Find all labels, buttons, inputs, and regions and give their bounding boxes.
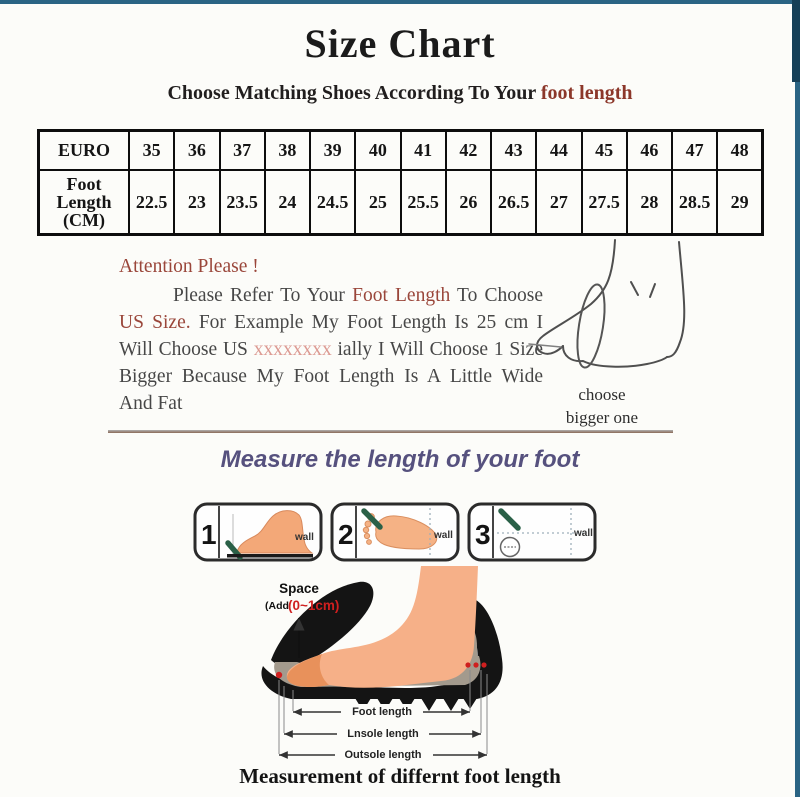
foot-length-row-label: Foot Length (CM) xyxy=(39,170,130,235)
size-table xyxy=(37,129,764,236)
page-title: Size Chart xyxy=(304,21,496,66)
attention-line: Please Refer To Your Foot Length To Choose xyxy=(173,285,544,306)
wall-label: wall xyxy=(295,532,314,543)
euro-size-cell: 39 xyxy=(310,131,355,171)
euro-row-label: EURO xyxy=(39,131,130,171)
foot-length-cell: 27 xyxy=(536,170,581,235)
heel-marker-dot xyxy=(473,662,478,667)
euro-size-cell: 41 xyxy=(401,131,446,171)
attention-line: Bigger Because My Foot Length Is A Little Wide xyxy=(119,366,543,387)
foot-measure-sketch-icon xyxy=(527,236,732,381)
foot-length-cell: 24.5 xyxy=(310,170,355,235)
euro-size-cell: 44 xyxy=(536,131,581,171)
foot-length-cell: 25 xyxy=(355,170,400,235)
step2-number: 2 xyxy=(338,519,354,550)
step2-panel xyxy=(330,502,460,562)
subtitle-highlight: foot length xyxy=(540,82,633,104)
foot-length-label: Foot length xyxy=(352,706,412,718)
measure-section-heading: Measure the length of your foot xyxy=(220,446,580,473)
right-frame-line xyxy=(795,0,800,797)
heel-marker-dot xyxy=(481,662,486,667)
foot-length-cell: 26 xyxy=(446,170,491,235)
step3-number: 3 xyxy=(475,519,491,550)
foot-length-cell: 26.5 xyxy=(491,170,536,235)
euro-size-cell: 45 xyxy=(582,131,627,171)
euro-size-cell: 48 xyxy=(717,131,762,171)
foot-length-cell: 25.5 xyxy=(401,170,446,235)
toe-marker-dot xyxy=(276,672,282,678)
euro-size-cell: 40 xyxy=(355,131,400,171)
step3-panel xyxy=(467,502,597,562)
top-frame-line xyxy=(0,0,800,4)
foot-length-cell: 28 xyxy=(627,170,672,235)
subtitle-text: Choose Matching Shoes According To Your xyxy=(167,82,541,104)
step1-panel xyxy=(193,502,323,562)
sketch-caption: choose bigger one xyxy=(565,385,639,427)
insole-length-label: Lnsole length xyxy=(347,728,419,740)
euro-size-cell: 42 xyxy=(446,131,491,171)
step1-number: 1 xyxy=(201,519,217,550)
attention-heading: Attention Please ! xyxy=(119,256,259,277)
foot-length-row xyxy=(39,170,763,235)
wall-label: wall xyxy=(434,530,453,541)
euro-size-cell: 47 xyxy=(672,131,717,171)
foot-length-cell: 28.5 xyxy=(672,170,717,235)
wall-label: wall xyxy=(574,528,593,539)
section-divider xyxy=(108,430,673,433)
foot-length-cell: 23 xyxy=(174,170,219,235)
euro-size-cell: 36 xyxy=(174,131,219,171)
foot-length-cell: 27.5 xyxy=(582,170,627,235)
foot-length-cell: 22.5 xyxy=(129,170,174,235)
attention-line: US Size. For Example My Foot Length Is 25 cm I xyxy=(119,312,543,333)
attention-line: And Fat xyxy=(119,393,183,414)
space-range-label: (0~1cm) xyxy=(288,598,340,613)
euro-size-row xyxy=(39,131,763,171)
euro-size-cell: 35 xyxy=(129,131,174,171)
space-label: Space xyxy=(279,581,319,596)
attention-line: Will Choose US xxxxxxxx ially I Will Choose 1 Size xyxy=(119,339,543,360)
bottom-caption: Measurement of differnt foot length xyxy=(239,764,561,788)
space-add-label: (Add xyxy=(265,600,289,612)
foot-length-cell: 29 xyxy=(717,170,762,235)
euro-size-cell: 46 xyxy=(627,131,672,171)
foot-length-diagram xyxy=(225,562,575,767)
euro-size-cell: 37 xyxy=(220,131,265,171)
euro-size-cell: 43 xyxy=(491,131,536,171)
heel-marker-dot xyxy=(465,662,470,667)
attention-note xyxy=(119,256,543,417)
measure-circle-icon xyxy=(501,538,520,557)
subtitle xyxy=(0,82,800,105)
euro-size-cell: 38 xyxy=(265,131,310,171)
foot-length-cell: 23.5 xyxy=(220,170,265,235)
outsole-length-label: Outsole length xyxy=(344,749,422,761)
foot-length-cell: 24 xyxy=(265,170,310,235)
